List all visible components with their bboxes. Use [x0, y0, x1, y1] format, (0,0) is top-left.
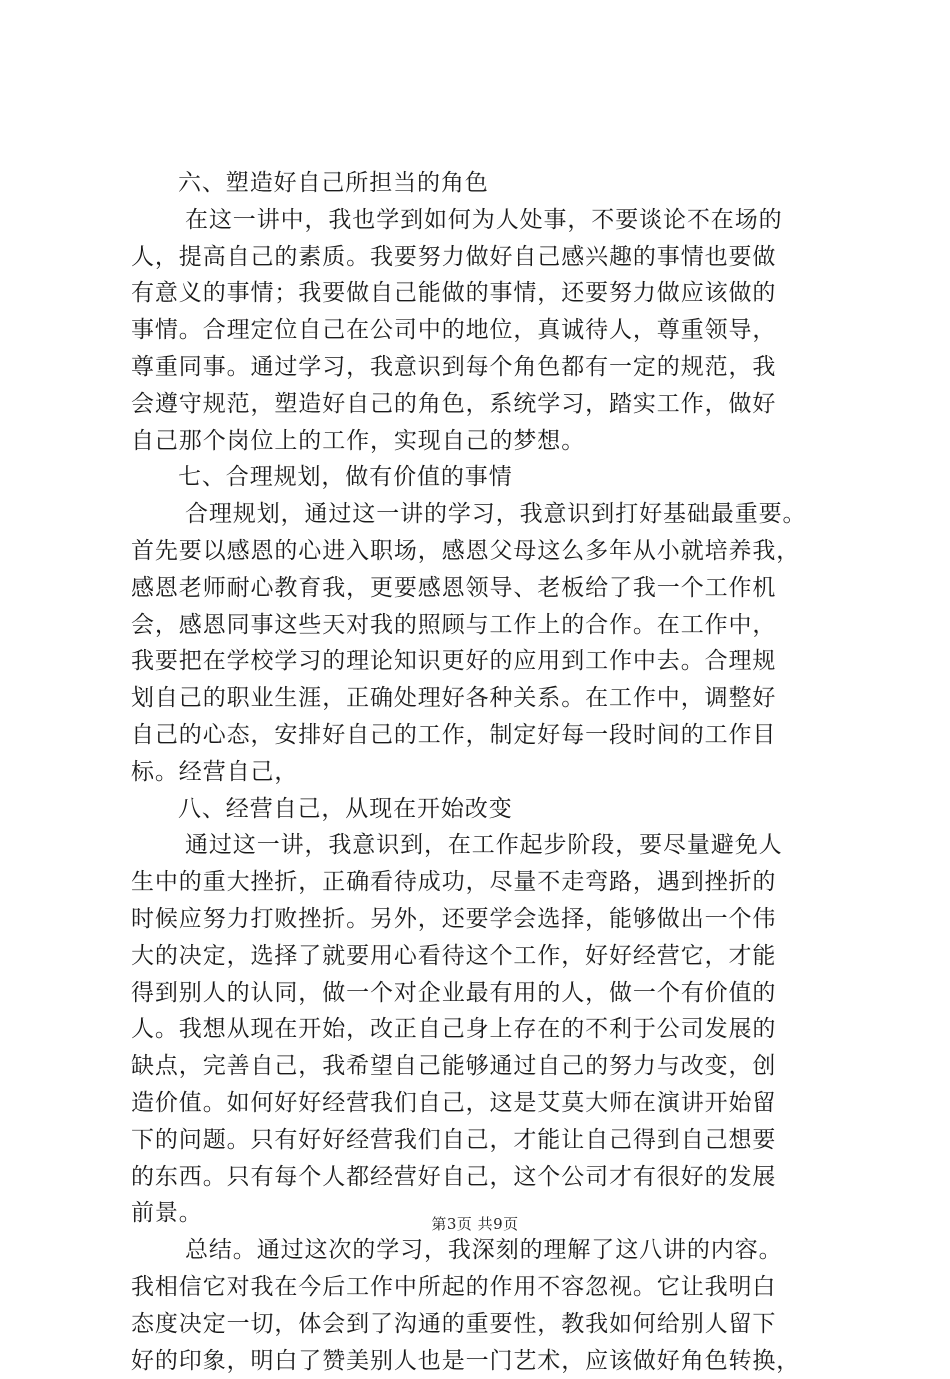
paragraph-line: 感恩老师耐心教育我，更要感恩领导、老板给了我一个工作机 — [131, 570, 831, 607]
paragraph-line: 态度决定一切，体会到了沟通的重要性，教我如何给别人留下 — [131, 1306, 831, 1343]
paragraph-line: 通过这一讲，我意识到，在工作起步阶段，要尽量避免人 — [131, 827, 831, 864]
paragraph-line: 首先要以感恩的心进入职场，感恩父母这么多年从小就培养我， — [131, 533, 831, 570]
paragraph-line: 下的问题。只有好好经营我们自己，才能让自己得到自己想要 — [131, 1122, 831, 1159]
paragraph-line: 得到别人的认同，做一个对企业最有用的人，做一个有价值的 — [131, 975, 831, 1012]
paragraph-line: 生中的重大挫折，正确看待成功，尽量不走弯路，遇到挫折的 — [131, 864, 831, 901]
paragraph-line: 会，感恩同事这些天对我的照顾与工作上的合作。在工作中， — [131, 607, 831, 644]
paragraph-line: 在这一讲中，我也学到如何为人处事，不要谈论不在场的 — [131, 202, 831, 239]
paragraph-line: 自己那个岗位上的工作，实现自己的梦想。 — [131, 423, 831, 460]
paragraph-line: 我相信它对我在今后工作中所起的作用不容忽视。它让我明白 — [131, 1269, 831, 1306]
paragraph-line: 时候应努力打败挫折。另外，还要学会选择，能够做出一个伟 — [131, 901, 831, 938]
paragraph-line: 划自己的职业生涯，正确处理好各种关系。在工作中，调整好 — [131, 680, 831, 717]
paragraph-line: 合理规划，通过这一讲的学习，我意识到打好基础最重要。 — [131, 496, 831, 533]
paragraph-line: 有意义的事情；我要做自己能做的事情，还要努力做应该做的 — [131, 275, 831, 312]
paragraph-line: 前景。 — [131, 1195, 831, 1232]
paragraph-line: 人。我想从现在开始，改正自己身上存在的不利于公司发展的 — [131, 1011, 831, 1048]
paragraph-line: 造价值。如何好好经营我们自己，这是艾莫大师在演讲开始留 — [131, 1085, 831, 1122]
paragraph-line: 尊重同事。通过学习，我意识到每个角色都有一定的规范，我 — [131, 349, 831, 386]
document-body — [131, 165, 831, 1379]
section-heading-8: 八、经营自己，从现在开始改变 — [131, 791, 831, 828]
paragraph-line: 人，提高自己的素质。我要努力做好自己感兴趣的事情也要做 — [131, 239, 831, 276]
paragraph-line: 我要把在学校学习的理论知识更好的应用到工作中去。合理规 — [131, 643, 831, 680]
paragraph-line: 自己的心态，安排好自己的工作，制定好每一段时间的工作目 — [131, 717, 831, 754]
paragraph-line: 大的决定，选择了就要用心看待这个工作，好好经营它，才能 — [131, 938, 831, 975]
paragraph-line: 会遵守规范，塑造好自己的角色，系统学习，踏实工作，做好 — [131, 386, 831, 423]
paragraph-line: 事情。合理定位自己在公司中的地位，真诚待人，尊重领导， — [131, 312, 831, 349]
paragraph-line: 好的印象，明白了赞美别人也是一门艺术，应该做好角色转换， — [131, 1343, 831, 1379]
paragraph-line: 的东西。只有每个人都经营好自己，这个公司才有很好的发展 — [131, 1159, 831, 1196]
section-heading-6: 六、塑造好自己所担当的角色 — [131, 165, 831, 202]
paragraph-line: 总结。通过这次的学习，我深刻的理解了这八讲的内容。 — [131, 1232, 831, 1269]
paragraph-line: 标。经营自己， — [131, 754, 831, 791]
page-number-footer: 第3页 共9页 — [0, 1213, 950, 1234]
paragraph-line: 缺点，完善自己，我希望自己能够通过自己的努力与改变，创 — [131, 1048, 831, 1085]
section-heading-7: 七、合理规划，做有价值的事情 — [131, 459, 831, 496]
